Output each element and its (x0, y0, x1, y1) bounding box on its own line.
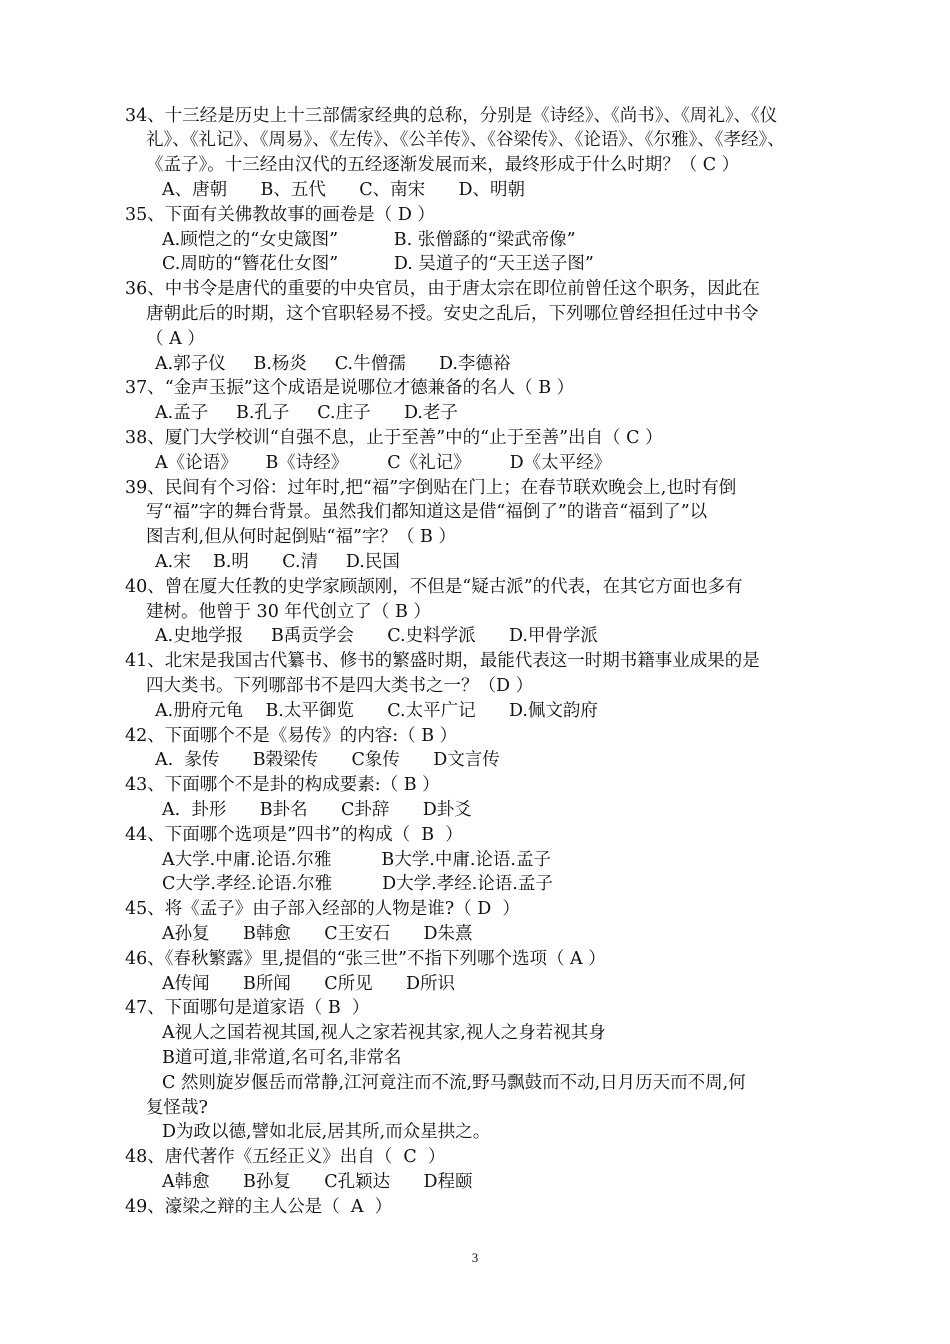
text-line: 43、下面哪个不是卦的构成要素:（ B ） (125, 775, 440, 795)
text-line: 35、下面有关佛教故事的画卷是（ D ） (125, 205, 435, 225)
text-line: 47、下面哪句是道家语（ B ） (125, 998, 370, 1018)
text-line: 45、将《孟子》由子部入经部的人物是谁?（ D ） (125, 899, 520, 919)
text-line: A传闻 B所闻 C所见 D所识 (162, 974, 456, 994)
text-line: 49、濠梁之辩的主人公是（ A ） (125, 1197, 393, 1217)
text-line: A. 卦形 B卦名 C卦辞 D卦爻 (162, 800, 472, 820)
text-line: D为政以德,譬如北辰,居其所,而众星拱之。 (162, 1122, 491, 1142)
text-line: A视人之国若视其国,视人之家若视其家,视人之身若视其身 (162, 1023, 606, 1043)
text-line: A.宋 B.明 C.清 D.民国 (155, 552, 400, 572)
page-number: 3 (471, 1250, 479, 1265)
text-line: A.顾恺之的“女史箴图” B. 张僧繇的“梁武帝像” (162, 230, 576, 250)
text-line: A孙复 B韩愈 C王安石 D朱熹 (162, 924, 473, 944)
text-line: A.册府元龟 B.太平御览 C.太平广记 D.佩文韵府 (155, 701, 598, 721)
text-line: 《孟子》。十三经由汉代的五经逐渐发展而来，最终形成于什么时期？（ C ） (146, 155, 740, 175)
text-line: 写“福”字的舞台背景。虽然我们都知道这是借“福倒了”的谐音“福到了”以 (146, 502, 708, 522)
text-line: 四大类书。下列哪部书不是四大类书之一？（D ） (146, 676, 534, 696)
text-line: C 然则旋岁偃岳而常静,江河竟注而不流,野马飘鼓而不动,日月历天而不周,何 (162, 1073, 746, 1093)
text-line: 38、厦门大学校训“自强不息，止于至善”中的“止于至善”出自（ C ） (125, 428, 663, 448)
text-line: 48、唐代著作《五经正义》出自（ C ） (125, 1147, 446, 1167)
text-line: A.史地学报 B禹贡学会 C.史料学派 D.甲骨学派 (155, 626, 598, 646)
text-line: C.周昉的“簪花仕女图” D. 吴道子的“天王送子图” (162, 254, 594, 274)
text-line: A大学.中庸.论语.尔雅 B大学.中庸.论语.孟子 (162, 850, 551, 870)
text-line: A、唐朝 B、五代 C、南宋 D、明朝 (162, 180, 526, 200)
text-line: A.孟子 B.孔子 C.庄子 D.老子 (155, 403, 458, 423)
text-line: A.郭子仪 B.杨炎 C.牛僧孺 D.李德裕 (155, 354, 511, 374)
text-line: 建树。他曾于 30 年代创立了（ B ） (146, 602, 431, 622)
text-line: A韩愈 B孙复 C孔颖达 D程颐 (162, 1172, 473, 1192)
text-line: （ A ） (146, 329, 205, 349)
text-line: 礼》、《礼记》、《周易》、《左传》、《公羊传》、《谷梁传》、《论语》、《尔雅》、《孝经》、 (146, 130, 785, 150)
text-line: 37、“金声玉振”这个成语是说哪位才德兼备的名人（ B ） (125, 378, 575, 398)
text-line: 40、曾在厦大任教的史学家顾颉刚，不但是“疑古派”的代表，在其它方面也多有 (125, 577, 743, 597)
text-line: 39、民间有个习俗：过年时,把“福”字倒贴在门上；在春节联欢晚会上,也时有倒 (125, 478, 737, 498)
text-line: 唐朝此后的时期，这个官职轻易不授。安史之乱后，下列哪位曾经担任过中书令 (146, 304, 759, 324)
text-line: 图吉利,但从何时起倒贴“福”字？（ B ） (146, 527, 456, 547)
text-line: A. 彖传 B榖梁传 C象传 D文言传 (155, 750, 500, 770)
text-line: 36、中书令是唐代的重要的中央官员，由于唐太宗在即位前曾任这个职务，因此在 (125, 279, 760, 299)
text-line: 42、下面哪个不是《易传》的内容:（ B ） (125, 726, 458, 746)
text-line: B道可道,非常道,名可名,非常名 (162, 1048, 402, 1068)
text-line: A《论语》 B《诗经》 C《礼记》 D《太平经》 (155, 453, 612, 473)
text-line: C大学.孝经.论语.尔雅 D大学.孝经.论语.孟子 (162, 874, 553, 894)
text-line: 34、十三经是历史上十三部儒家经典的总称，分别是《诗经》、《尚书》、《周礼》、《仪 (125, 106, 778, 126)
text-line: 46、《春秋繁露》里,提倡的“张三世”不指下列哪个选项（ A ） (125, 949, 606, 969)
text-line: 41、北宋是我国古代纂书、修书的繁盛时期，最能代表这一时期书籍事业成果的是 (125, 651, 760, 671)
text-line: 复怪哉? (146, 1098, 208, 1118)
text-line: 44、下面哪个选项是”四书”的构成（ B ） (125, 825, 463, 845)
